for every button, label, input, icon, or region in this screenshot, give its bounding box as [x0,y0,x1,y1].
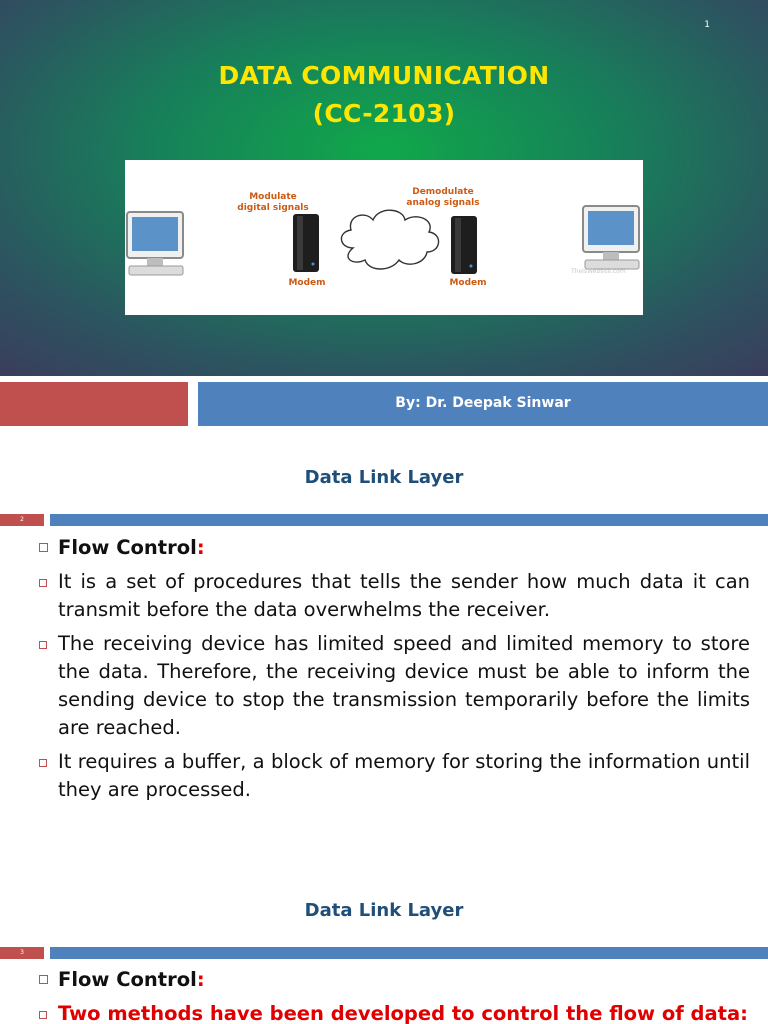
list-item: It requires a buffer, a block of memory for storing the information until they are processed. [36,748,750,804]
modem-right-label: Modem [449,278,487,288]
cloud-icon [341,210,438,269]
slide2-header-strip [50,514,768,526]
bullet-box-icon [39,543,48,552]
modem-diagram [125,160,643,315]
slide2-heading: Data Link Layer [304,467,464,488]
course-title: DATA COMMUNICATION [218,61,550,90]
list-item: The receiving device has limited speed and limited memory to store the data. Therefore, the receiving device must be able to inform the sending device to stop the transmission temporarily before the limits are reached. [36,630,750,742]
slide3-page-number: 3 [0,947,44,959]
watermark: TheIsWebsite.com [571,268,626,275]
footer-red-bar [0,382,188,426]
bullet-box-icon [39,759,47,767]
modem-left-label: Modem [288,278,326,288]
slide3-bullets [36,966,750,1024]
course-code: (CC-2103) [312,99,456,128]
modem-left-icon [293,214,319,272]
bullet-box-icon [39,975,48,984]
list-item: Two methods have been developed to control the flow of data: [36,1000,750,1024]
bullet-box-icon [39,641,47,649]
slide2-bullets [36,534,750,810]
bullet-box-icon [39,1011,47,1019]
computer-left-icon [127,212,183,275]
slide2-page-number: 2 [0,514,44,526]
list-item: It is a set of procedures that tells the sender how much data it can transmit before the data overwhelms the receiver. [36,568,750,624]
bullet-box-icon [39,579,47,587]
slide3-heading: Data Link Layer [304,900,464,921]
modulate-label: Modulate digital signals [237,192,309,213]
list-item: Flow Control: [36,534,750,562]
demodulate-label: Demodulate analog signals [406,187,480,208]
title-slide [0,0,768,376]
page-number: 1 [704,20,710,30]
modem-right-icon [451,216,477,274]
list-item: Flow Control: [36,966,750,994]
computer-right-icon [583,206,639,269]
slide3-header-strip [50,947,768,959]
author-line: By: Dr. Deepak Sinwar [395,395,571,411]
